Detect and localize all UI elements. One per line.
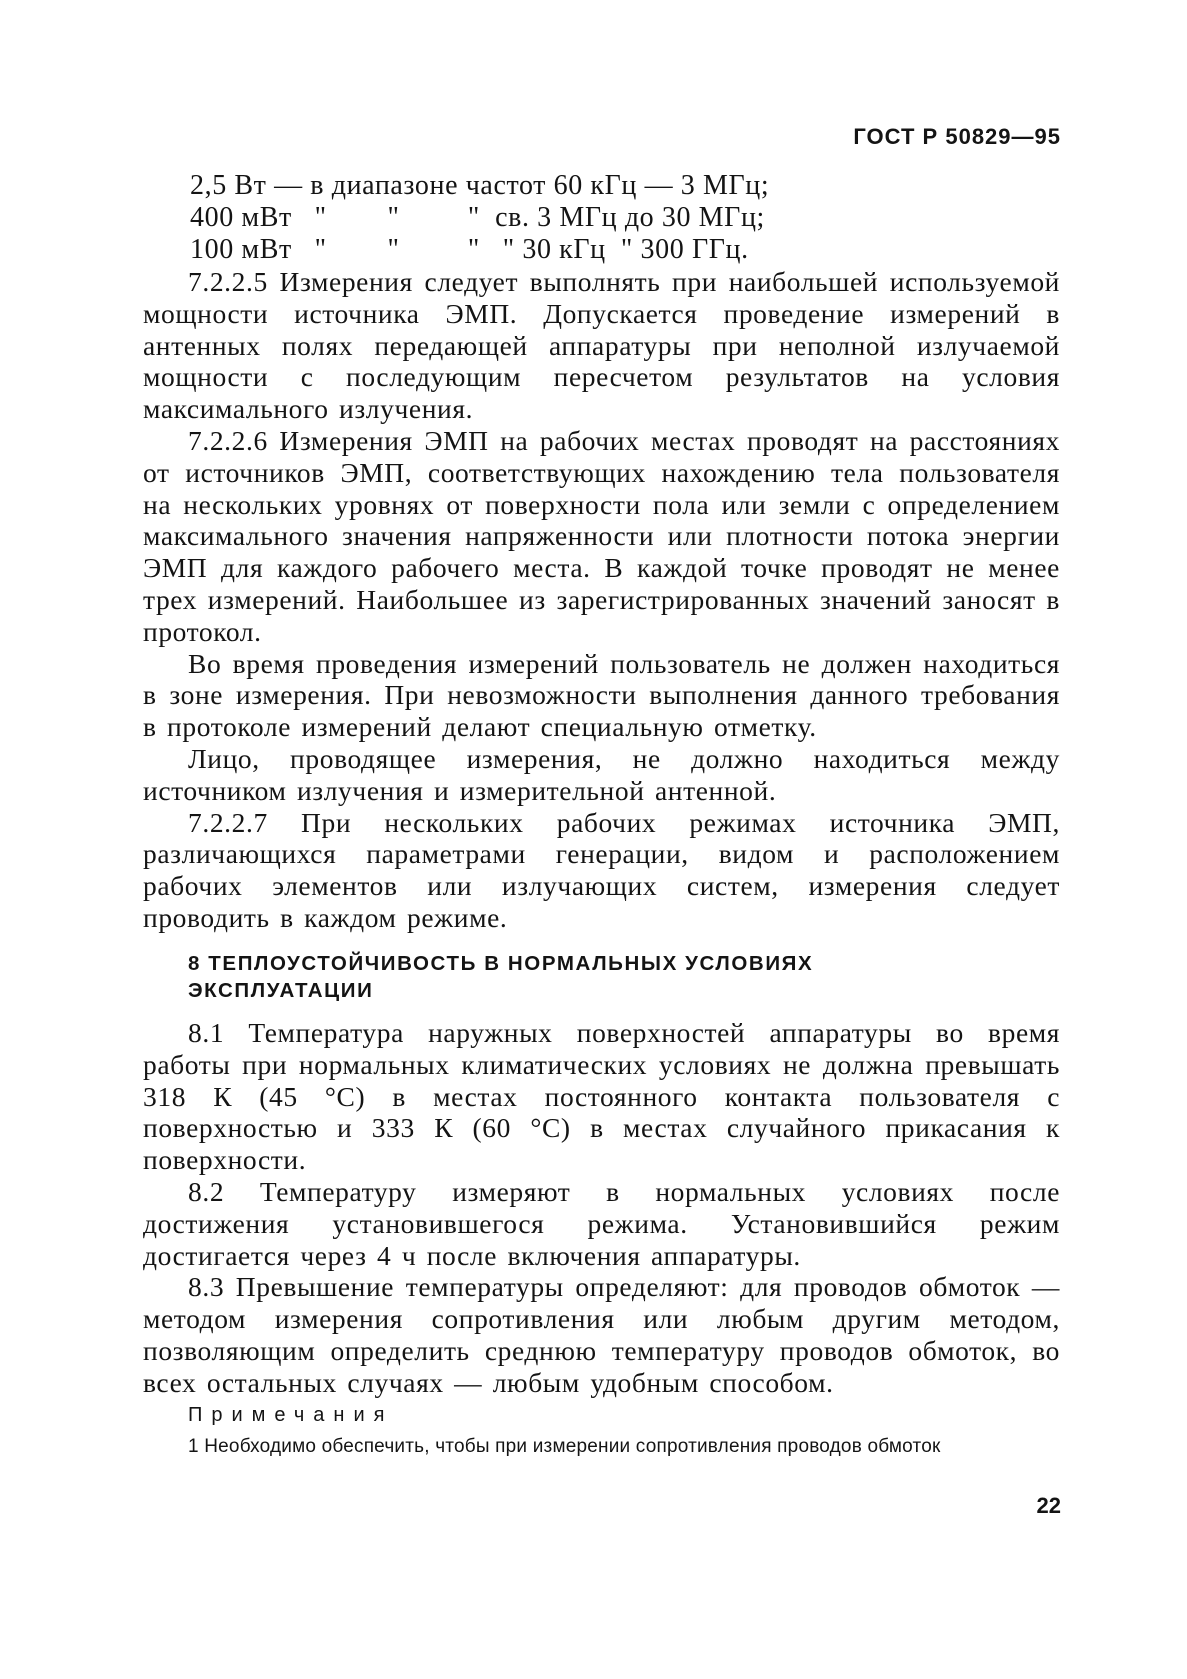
section-heading-line: 8 ТЕПЛОУСТОЙЧИВОСТЬ В НОРМАЛЬНЫХ УСЛОВИЯХ [188,952,814,975]
page-number: 22 [1036,1493,1061,1518]
paragraph-7-2-2-5: 7.2.2.5 Измерения следует выполнять при наибольшей используемой мощности источника ЭМП. Допускается проведение измерений в антенных полях передающей аппаратуры при неполной излучаемой мощности с последующим пересчетом результатов на условия максимального излучения. [143,266,1060,425]
paragraph-8-2: 8.2 Температуру измеряют в нормальных условиях после достижения установившегося режима. Установившийся режим достигается через 4 ч после включения аппаратуры. [143,1175,1060,1271]
paragraph-7-2-2-6: 7.2.2.6 Измерения ЭМП на рабочих местах проводят на расстояниях от источников ЭМП, соответствующих нахождению тела пользователя на нескольких уровнях от поверхности пола или земли с определением максимального значения напряженности или плотности потока энергии ЭМП для каждого рабочего места. В каждой точке проводят не менее трех измерений. Наибольшее из зарегистрированных значений заносят в протокол. [143,424,1060,647]
power-limit-line: 400 мВт " " " св. 3 МГц до 30 МГц; [190,202,765,233]
paragraph-7-2-2-7: 7.2.2.7 При нескольких рабочих режимах источника ЭМП, различающихся параметрами генерации, видом и расположением рабочих элементов или излучающих систем, измерения следует проводить в каждом режиме. [143,806,1060,933]
section-heading-line: ЭКСПЛУАТАЦИИ [188,979,374,1002]
power-limit-line: 100 мВт " " " " 30 кГц " 300 ГГц. [190,234,749,265]
paragraph-person-location: Лицо, проводящее измерения, не должно находиться между источником излучения и измерительной антенной. [143,742,1060,806]
note-item: 1 Необходимо обеспечить, чтобы при измерении сопротивления проводов обмоток [188,1436,941,1457]
section-8-heading [188,950,813,1004]
section-8-text [143,1017,1060,1399]
document-header: ГОСТ Р 50829—95 [853,124,1061,149]
notes-title: Примечания [188,1404,394,1426]
paragraph-8-3: 8.3 Превышение температуры определяют: для проводов обмоток — методом измерения сопротивления или любым другим методом, позволяющим определить среднюю температуру проводов обмоток, во всех остальных случаях — любым удобным способом. [143,1271,1060,1398]
paragraph-user-location: Во время проведения измерений пользователь не должен находиться в зоне измерения. При невозможности выполнения данного требования в протоколе измерений делают специальную отметку. [143,647,1060,743]
section-7-text [143,266,1060,934]
paragraph-8-1: 8.1 Температура наружных поверхностей аппаратуры во время работы при нормальных климатических условиях не должна превышать 318 К (45 °С) в местах постоянного контакта пользователя с поверхностью и 333 К (60 °С) в местах случайного прикасания к поверхности. [143,1017,1060,1176]
power-limit-line: 2,5 Вт — в диапазоне частот 60 кГц — 3 МГц; [190,170,770,201]
